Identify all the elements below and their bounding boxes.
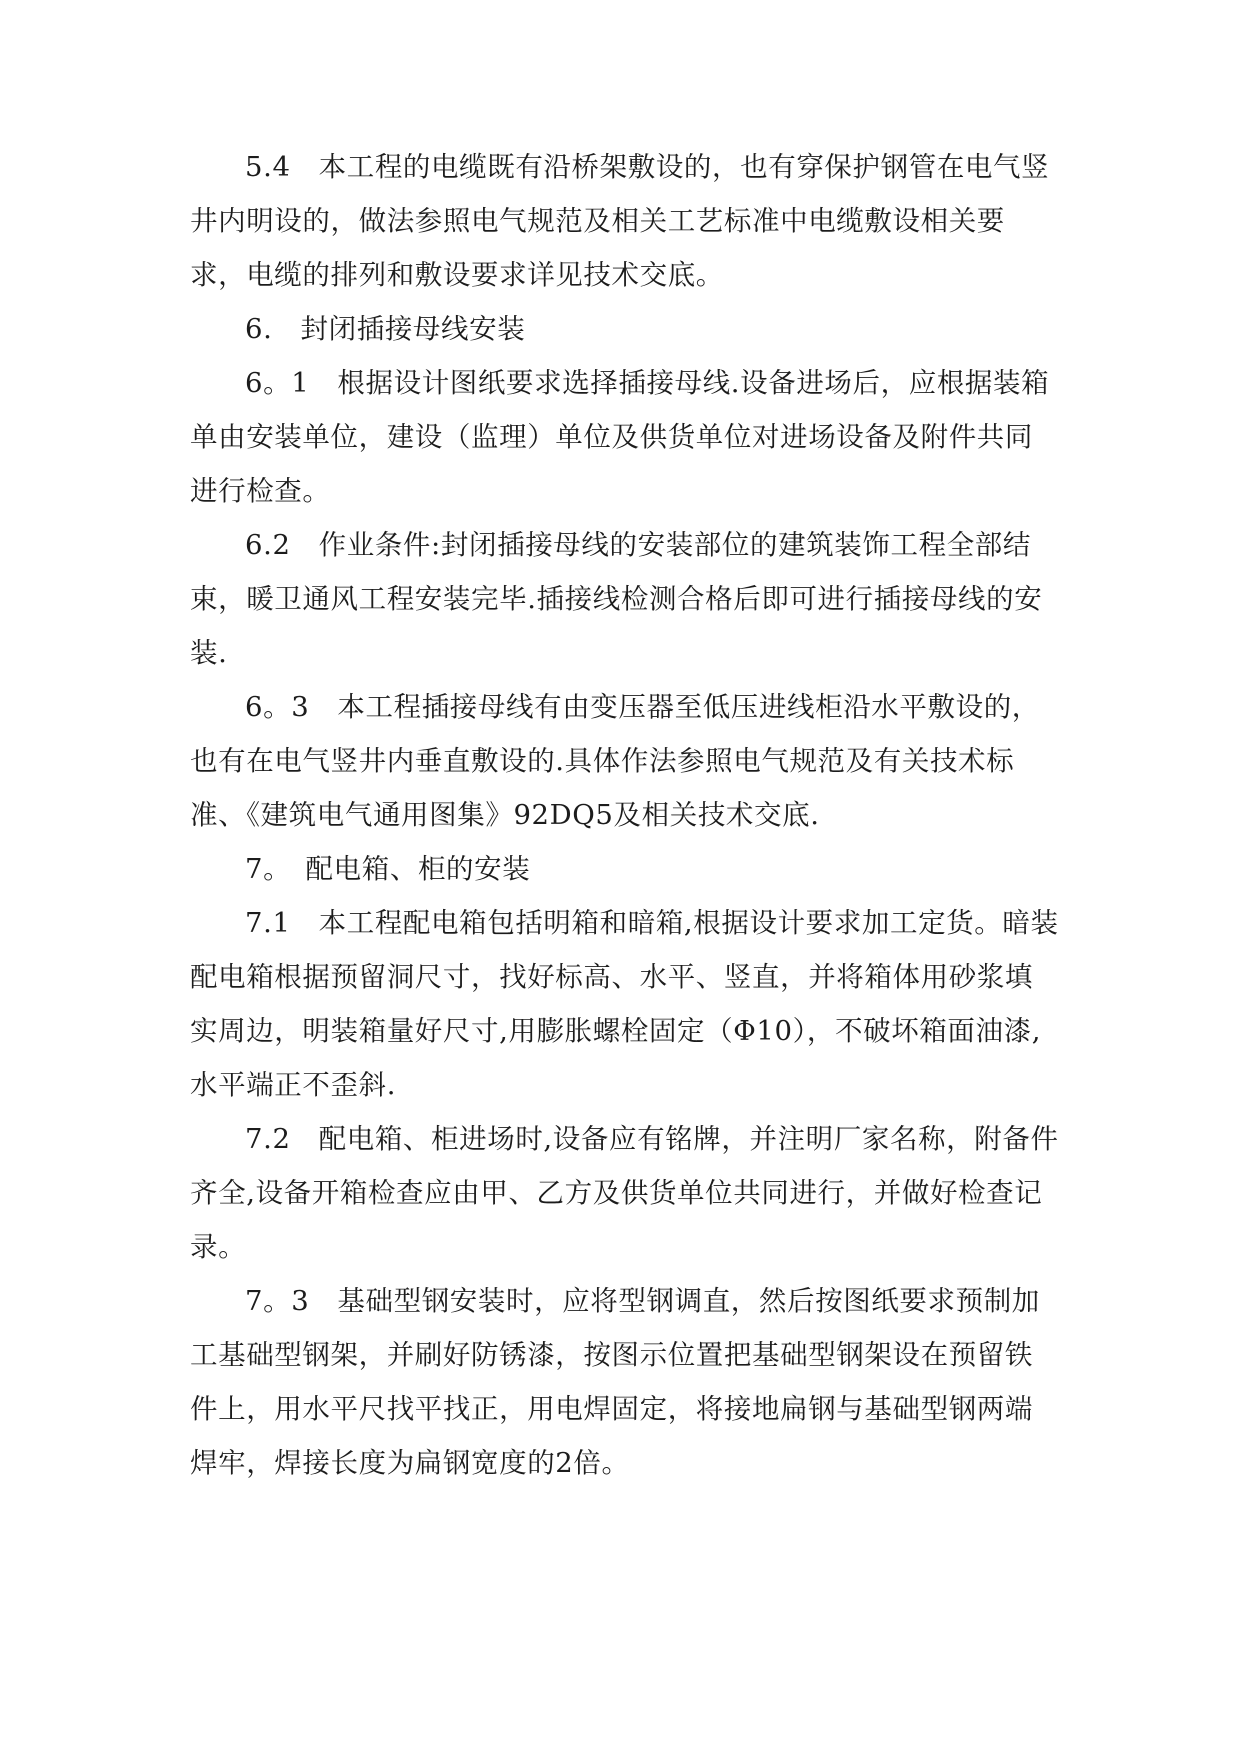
section-heading-6: 6. 封闭插接母线安装 (245, 313, 526, 345)
document-body (190, 140, 1060, 1490)
paragraph-7-1: 7.1 本工程配电箱包括明箱和暗箱,根据设计要求加工定货。暗装配电箱根据预留洞尺寸，找好标高、水平、竖直，并将箱体用砂浆填实周边，明装箱量好尺寸,用膨胀螺栓固定（Φ10），不破坏箱面油漆,水平端正不歪斜. (190, 907, 1059, 1101)
paragraph-6-3: 6。3 本工程插接母线有由变压器至低压进线柜沿水平敷设的，也有在电气竖井内垂直敷设的.具体作法参照电气规范及有关技术标准、《建筑电气通用图集》92DQ5及相关技术交底. (190, 691, 1040, 831)
section-heading-7: 7。 配电箱、柜的安装 (245, 853, 531, 885)
paragraph-7-3: 7。3 基础型钢安装时，应将型钢调直，然后按图纸要求预制加工基础型钢架，并刷好防锈漆，按图示位置把基础型钢架设在预留铁件上，用水平尺找平找正，用电焊固定，将接地扁钢与基础型钢两端焊牢，焊接长度为扁钢宽度的2倍。 (190, 1285, 1040, 1479)
paragraph-6-2: 6.2 作业条件:封闭插接母线的安装部位的建筑装饰工程全部结束，暖卫通风工程安装完毕.插接线检测合格后即可进行插接母线的安装. (190, 529, 1043, 669)
paragraph-7-2: 7.2 配电箱、柜进场时,设备应有铭牌，并注明厂家名称，附备件齐全,设备开箱检查应由甲、乙方及供货单位共同进行，并做好检查记录。 (190, 1123, 1059, 1263)
paragraph-5-4: 5.4 本工程的电缆既有沿桥架敷设的，也有穿保护钢管在电气竖井内明设的，做法参照电气规范及相关工艺标准中电缆敷设相关要求，电缆的排列和敷设要求详见技术交底。 (190, 151, 1050, 291)
paragraph-6-1: 6。1 根据设计图纸要求选择插接母线.设备进场后，应根据装箱单由安装单位，建设（监理）单位及供货单位对进场设备及附件共同进行检查。 (190, 367, 1050, 507)
